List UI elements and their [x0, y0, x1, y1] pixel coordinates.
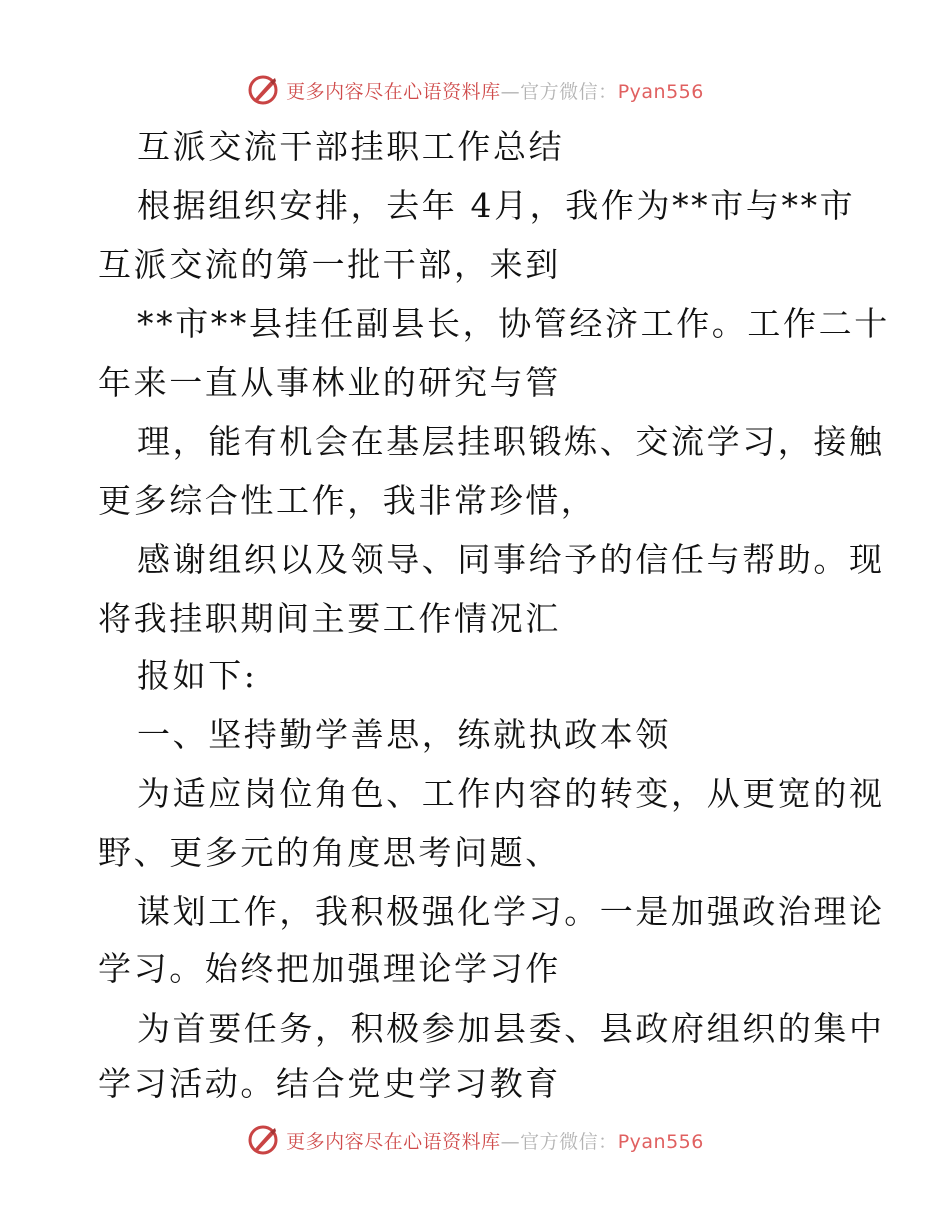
watermark-wechat-label: 官方微信：: [520, 1130, 618, 1153]
watermark-wechat-id: Pyan556: [617, 1130, 704, 1153]
paragraph-line: **市**县挂任副县长，协管经济工作。工作二十: [137, 304, 890, 343]
document-title: 互派交流干部挂职工作总结: [137, 127, 565, 166]
footer-watermark: [0, 1120, 950, 1160]
paragraph-line: 更多综合性工作，我非常珍惜，: [98, 481, 597, 520]
paragraph-line: 为首要任务，积极参加县委、县政府组织的集中: [137, 1009, 885, 1048]
watermark-wechat-label: 官方微信：: [520, 80, 618, 103]
watermark-wechat-id: Pyan556: [617, 80, 704, 103]
paragraph-line: 谋划工作，我积极强化学习。一是加强政治理论: [137, 892, 885, 931]
paragraph-line: 为适应岗位角色、工作内容的转变，从更宽的视: [137, 774, 885, 813]
watermark-dash: —: [500, 80, 521, 103]
paragraph-line: 根据组织安排，去年 4月，我作为**市与**市: [137, 186, 856, 225]
watermark-text: [286, 77, 704, 104]
watermark-dash: —: [500, 1130, 521, 1153]
paragraph-line: 学习活动。结合党史学习教育: [98, 1064, 561, 1103]
section-heading: 一、坚持勤学善思，练就执政本领: [137, 715, 671, 754]
paragraph-line: 野、更多元的角度思考问题、: [98, 833, 561, 872]
paragraph-line: 学习。始终把加强理论学习作: [98, 949, 561, 988]
quill-circle-logo: [246, 1123, 280, 1157]
paragraph-line: 年来一直从事林业的研究与管: [98, 363, 561, 402]
paragraph-line: 理，能有机会在基层挂职锻炼、交流学习，接触: [137, 422, 885, 461]
paragraph-line: 互派交流的第一批干部，来到: [98, 245, 561, 284]
watermark-main: 更多内容尽在心语资料库: [286, 1130, 501, 1153]
quill-circle-logo: [246, 73, 280, 107]
watermark-text: [286, 1127, 704, 1154]
header-watermark: [0, 70, 950, 110]
paragraph-line: 将我挂职期间主要工作情况汇: [98, 599, 561, 638]
paragraph-line: 报如下:: [137, 656, 258, 695]
watermark-main: 更多内容尽在心语资料库: [286, 80, 501, 103]
paragraph-line: 感谢组织以及领导、同事给予的信任与帮助。现: [137, 540, 885, 579]
